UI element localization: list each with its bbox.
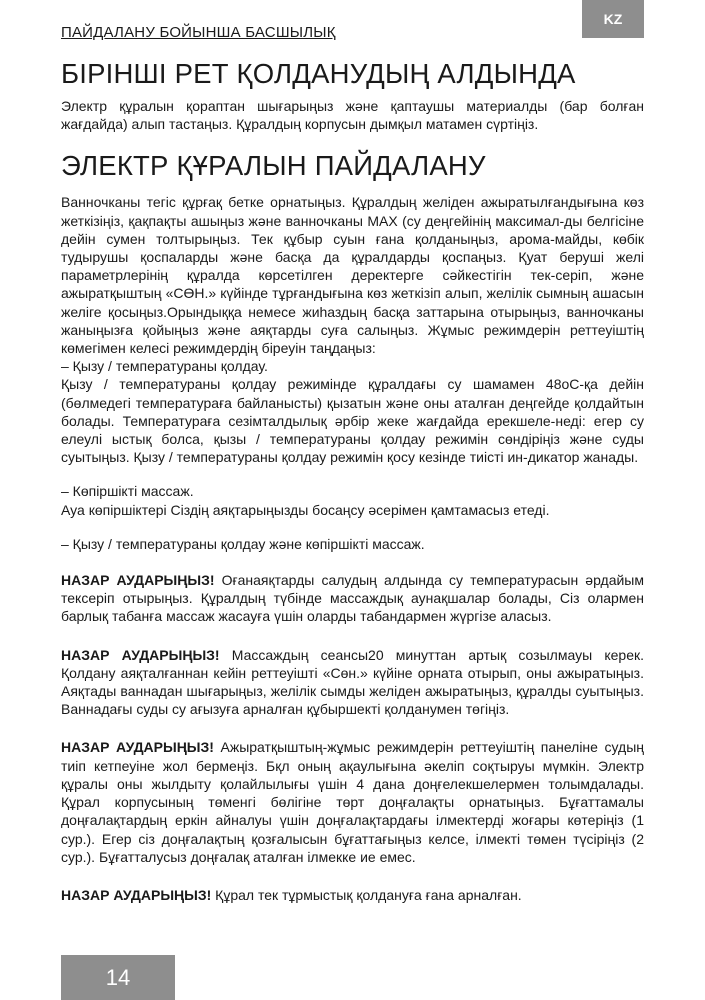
notice-label: НАЗАР АУДАРЫҢЫЗ!: [61, 886, 212, 903]
notice-paragraph: [61, 886, 644, 904]
language-tab: KZ: [582, 0, 644, 38]
section-heading-first-use: БІРІНШІ РЕТ ҚОЛДАНУДЫҢ АЛДЫНДА: [61, 58, 576, 89]
notice-text: Оғанаяқтарды салудың алдында су температурасын әрдайым тексеріп отырыңыз. Құралдың түбінде массаждық аунақшалар болады, Сіз олармен барлық табанға массаж жасауға үшін оларды табандармен жүргізе аласыз.: [61, 572, 644, 625]
notice-text: Массаждың сеансы20 минуттан артық созылмауы керек. Қолдану аяқталғаннан кейін реттеуішті «Сөн.» күйіне орната отырып, оны ажыратыңыз. Аяқтады ваннадан шығарыңыз, желілік сымды желіден ажыратыңыз, құралды суытыңыз. Ваннадағы суды су ағызуға арналған құбыршекті қолданумен төгіңіз.: [61, 646, 644, 718]
notice-paragraph: [61, 738, 644, 865]
mode-heat-description: Қызу / температураны қолдау режимінде құралдағы су шамамен 48оС-қа дейін (бөлмедегі температураға байланысты) қызатын және оны аталған деңгейде қолдайтын болады. Температураға сезімталдылық әрбір жеке жағдайда ерекшеле-неді: егер су елеулі ыстық болса, қызы / температураны қолдау режимін сөндіріңіз және суды суытыңыз. Қызу / температураны қолдау режимін қосу кезінде тиісті ин-дикатор жанады.: [61, 376, 644, 466]
mode-combo-title: – Қызу / температураны қолдау және көпіршікті массаж.: [61, 535, 425, 552]
running-header: ПАЙДАЛАНУ БОЙЫНША БАСШЫЛЫҚ: [61, 24, 336, 41]
mode-bubble-title: – Көпіршікті массаж.: [61, 483, 194, 500]
notice-label: НАЗАР АУДАРЫҢЫЗ!: [61, 646, 220, 663]
section-heading-usage: ЭЛЕКТР ҚҰРАЛЫН ПАЙДАЛАНУ: [61, 150, 486, 182]
usage-paragraph: Ванночканы тегіс құрғақ бетке орнатыңыз. Құралдың желіден ажыратылғандығына көз жеткізіңіз, қақпақты ашыңыз және ванночканы MAX (су деңгейінің максимал-ды белгісіне дейін сумен толтырыңыз. Тек құбыр суын ғана қолданыңыз, арома-майды, көбік тудырушы қоспаларды және басқа да құралдарды қоспаңыз. Қуат беруші желі параметрлерінің құралда көрсетілген деректерге сәйкестігін тек-серіп, және ажыратқыштың «СӨН.» күйінде тұрғандығына көз жеткізіп алып, желілік сымның ашасын желіге қосыңыз.Орындыққа немесе жиһаздың басқа заттарына отырыңыз, ванночканы жаныңызға қойыңыз және аяқтарды суға салыңыз. Жұмыс режимдерін реттеуіштің көмегімен келесі режимдердің біреуін таңдаңыз:: [61, 194, 644, 357]
mode-bubble-description: Ауа көпіршіктері Сіздің аяқтарыңызды босаңсу әсерімен қамтамасыз етеді.: [61, 501, 550, 518]
page-content: [61, 55, 644, 904]
notice-text: Құрал тек тұрмыстық қолдануға ғана арналған.: [211, 886, 522, 903]
notice-label: НАЗАР АУДАРЫҢЫЗ!: [61, 739, 214, 756]
first-use-paragraph: Электр құралын қораптан шығарыңыз және қаптаушы материалды (бар болған жағдайда) алып тастаңыз. Құралдың корпусын дымқыл матамен сүртіңіз.: [61, 98, 644, 133]
page-number: 14: [61, 955, 175, 1000]
notice-paragraph: [61, 646, 644, 719]
notice-text: Ажыратқыштың-жұмыс режимдерін реттеуіштің панеліне судың тиіп кетпеуіне жол бермеңіз. Бқл оның ақаулығына әкеліп соқтыруы мүмкін. Электр құралы оны жылдыту қолайлылығы үшін 4 дана доңғелекшелермен толымдалады. Құрал корпусының төменгі бөлігіне төрт доңғалақты орнатыңыз. Бұғаттамалы доңғалақтардың еркін айналуы үшін доңғалақтардағы ілмектерді жоғары көтеріңіз (1 сур.). Егер сіз доңғалақтың қозғалысын бұғаттағыңыз келсе, ілмекті төмен түсіріңіз (2 сур.). Бұғатталусыз доңғалақ аталған ілмекке ие емес.: [61, 739, 645, 865]
mode-heat-title: – Қызу / температураны қолдау.: [61, 358, 268, 375]
notice-label: НАЗАР АУДАРЫҢЫЗ!: [61, 572, 215, 589]
notice-paragraph: [61, 571, 644, 626]
